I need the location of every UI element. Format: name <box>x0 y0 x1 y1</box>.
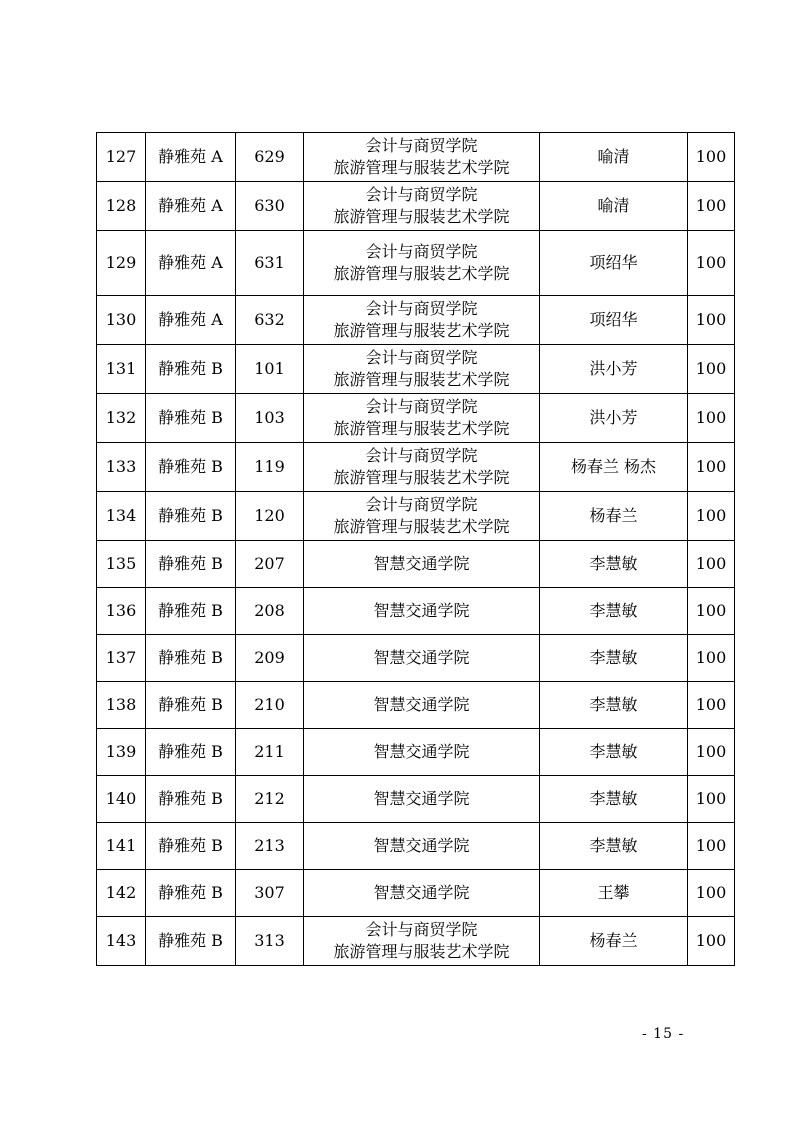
table-row <box>97 443 735 492</box>
department-line: 智慧交通学院 <box>373 554 470 573</box>
dormitory-score-table <box>96 132 735 966</box>
manager-name-cell: 杨春兰 <box>540 492 688 541</box>
department-line: 旅游管理与服装艺术学院 <box>333 158 510 177</box>
score-cell: 100 <box>688 394 735 443</box>
table-row <box>97 729 735 776</box>
manager-name-cell: 喻清 <box>540 182 688 231</box>
department-cell <box>304 133 540 182</box>
score-cell: 100 <box>688 133 735 182</box>
department-cell <box>304 231 540 296</box>
table-row <box>97 345 735 394</box>
department-cell <box>304 182 540 231</box>
room-cell: 209 <box>236 635 304 682</box>
building-cell: 静雅苑 B <box>146 823 236 870</box>
room-cell: 103 <box>236 394 304 443</box>
department-line: 旅游管理与服装艺术学院 <box>333 942 510 961</box>
row-number-cell: 128 <box>97 182 146 231</box>
row-number-cell: 135 <box>97 541 146 588</box>
row-number-cell: 131 <box>97 345 146 394</box>
department-line: 智慧交通学院 <box>373 601 470 620</box>
department-line: 会计与商贸学院 <box>365 446 478 465</box>
department-line: 会计与商贸学院 <box>365 920 478 939</box>
department-cell <box>304 870 540 917</box>
building-cell: 静雅苑 B <box>146 443 236 492</box>
score-cell: 100 <box>688 682 735 729</box>
department-line: 智慧交通学院 <box>373 742 470 761</box>
department-line: 旅游管理与服装艺术学院 <box>333 468 510 487</box>
table-row <box>97 492 735 541</box>
table-row <box>97 682 735 729</box>
department-line: 会计与商贸学院 <box>365 299 478 318</box>
room-cell: 119 <box>236 443 304 492</box>
table-row <box>97 541 735 588</box>
department-cell <box>304 776 540 823</box>
manager-name-cell: 杨春兰 杨杰 <box>540 443 688 492</box>
table-row <box>97 823 735 870</box>
row-number-cell: 130 <box>97 296 146 345</box>
manager-name-cell: 洪小芳 <box>540 394 688 443</box>
table-row <box>97 776 735 823</box>
score-cell: 100 <box>688 182 735 231</box>
score-cell: 100 <box>688 729 735 776</box>
table-row <box>97 296 735 345</box>
score-cell: 100 <box>688 588 735 635</box>
manager-name-cell: 李慧敏 <box>540 776 688 823</box>
department-line: 旅游管理与服装艺术学院 <box>333 321 510 340</box>
table-row <box>97 588 735 635</box>
manager-name-cell: 喻清 <box>540 133 688 182</box>
building-cell: 静雅苑 B <box>146 492 236 541</box>
row-number-cell: 127 <box>97 133 146 182</box>
manager-name-cell: 项绍华 <box>540 231 688 296</box>
score-cell: 100 <box>688 296 735 345</box>
row-number-cell: 136 <box>97 588 146 635</box>
department-line: 旅游管理与服装艺术学院 <box>333 370 510 389</box>
room-cell: 211 <box>236 729 304 776</box>
manager-name-cell: 李慧敏 <box>540 588 688 635</box>
manager-name-cell: 项绍华 <box>540 296 688 345</box>
score-cell: 100 <box>688 823 735 870</box>
row-number-cell: 132 <box>97 394 146 443</box>
department-line: 会计与商贸学院 <box>365 348 478 367</box>
row-number-cell: 137 <box>97 635 146 682</box>
manager-name-cell: 李慧敏 <box>540 635 688 682</box>
manager-name-cell: 王攀 <box>540 870 688 917</box>
department-line: 会计与商贸学院 <box>365 136 478 155</box>
building-cell: 静雅苑 B <box>146 635 236 682</box>
department-line: 旅游管理与服装艺术学院 <box>333 264 510 283</box>
department-cell <box>304 443 540 492</box>
building-cell: 静雅苑 B <box>146 917 236 966</box>
department-cell <box>304 588 540 635</box>
manager-name-cell: 杨春兰 <box>540 917 688 966</box>
department-cell <box>304 296 540 345</box>
score-cell: 100 <box>688 917 735 966</box>
room-cell: 208 <box>236 588 304 635</box>
building-cell: 静雅苑 B <box>146 588 236 635</box>
table-row <box>97 182 735 231</box>
department-cell <box>304 682 540 729</box>
building-cell: 静雅苑 A <box>146 231 236 296</box>
department-line: 旅游管理与服装艺术学院 <box>333 419 510 438</box>
table-row <box>97 917 735 966</box>
department-cell <box>304 345 540 394</box>
score-cell: 100 <box>688 541 735 588</box>
room-cell: 307 <box>236 870 304 917</box>
manager-name-cell: 李慧敏 <box>540 823 688 870</box>
room-cell: 313 <box>236 917 304 966</box>
row-number-cell: 129 <box>97 231 146 296</box>
score-cell: 100 <box>688 231 735 296</box>
department-cell <box>304 823 540 870</box>
room-cell: 210 <box>236 682 304 729</box>
table-body <box>97 133 735 966</box>
building-cell: 静雅苑 B <box>146 345 236 394</box>
building-cell: 静雅苑 A <box>146 296 236 345</box>
department-line: 旅游管理与服装艺术学院 <box>333 517 510 536</box>
department-line: 会计与商贸学院 <box>365 185 478 204</box>
building-cell: 静雅苑 B <box>146 870 236 917</box>
room-cell: 207 <box>236 541 304 588</box>
row-number-cell: 133 <box>97 443 146 492</box>
department-cell <box>304 635 540 682</box>
score-cell: 100 <box>688 776 735 823</box>
manager-name-cell: 李慧敏 <box>540 682 688 729</box>
room-cell: 213 <box>236 823 304 870</box>
department-cell <box>304 492 540 541</box>
score-cell: 100 <box>688 443 735 492</box>
department-line: 智慧交通学院 <box>373 883 470 902</box>
table-row <box>97 870 735 917</box>
building-cell: 静雅苑 B <box>146 776 236 823</box>
department-line: 会计与商贸学院 <box>365 495 478 514</box>
table-row <box>97 635 735 682</box>
manager-name-cell: 李慧敏 <box>540 729 688 776</box>
room-cell: 120 <box>236 492 304 541</box>
row-number-cell: 138 <box>97 682 146 729</box>
department-line: 会计与商贸学院 <box>365 397 478 416</box>
table-row <box>97 394 735 443</box>
score-cell: 100 <box>688 870 735 917</box>
page-number: - 15 - <box>642 1026 685 1042</box>
table-row <box>97 231 735 296</box>
row-number-cell: 140 <box>97 776 146 823</box>
room-cell: 629 <box>236 133 304 182</box>
row-number-cell: 142 <box>97 870 146 917</box>
department-cell <box>304 917 540 966</box>
department-line: 智慧交通学院 <box>373 836 470 855</box>
manager-name-cell: 洪小芳 <box>540 345 688 394</box>
room-cell: 101 <box>236 345 304 394</box>
row-number-cell: 139 <box>97 729 146 776</box>
row-number-cell: 134 <box>97 492 146 541</box>
room-cell: 631 <box>236 231 304 296</box>
row-number-cell: 141 <box>97 823 146 870</box>
score-cell: 100 <box>688 345 735 394</box>
room-cell: 632 <box>236 296 304 345</box>
building-cell: 静雅苑 A <box>146 133 236 182</box>
department-line: 智慧交通学院 <box>373 648 470 667</box>
table-row <box>97 133 735 182</box>
room-cell: 630 <box>236 182 304 231</box>
score-cell: 100 <box>688 635 735 682</box>
building-cell: 静雅苑 B <box>146 682 236 729</box>
score-cell: 100 <box>688 492 735 541</box>
building-cell: 静雅苑 B <box>146 394 236 443</box>
department-cell <box>304 729 540 776</box>
building-cell: 静雅苑 B <box>146 729 236 776</box>
building-cell: 静雅苑 B <box>146 541 236 588</box>
department-line: 旅游管理与服装艺术学院 <box>333 207 510 226</box>
department-line: 会计与商贸学院 <box>365 242 478 261</box>
building-cell: 静雅苑 A <box>146 182 236 231</box>
department-cell <box>304 394 540 443</box>
row-number-cell: 143 <box>97 917 146 966</box>
department-cell <box>304 541 540 588</box>
room-cell: 212 <box>236 776 304 823</box>
department-line: 智慧交通学院 <box>373 695 470 714</box>
department-line: 智慧交通学院 <box>373 789 470 808</box>
manager-name-cell: 李慧敏 <box>540 541 688 588</box>
